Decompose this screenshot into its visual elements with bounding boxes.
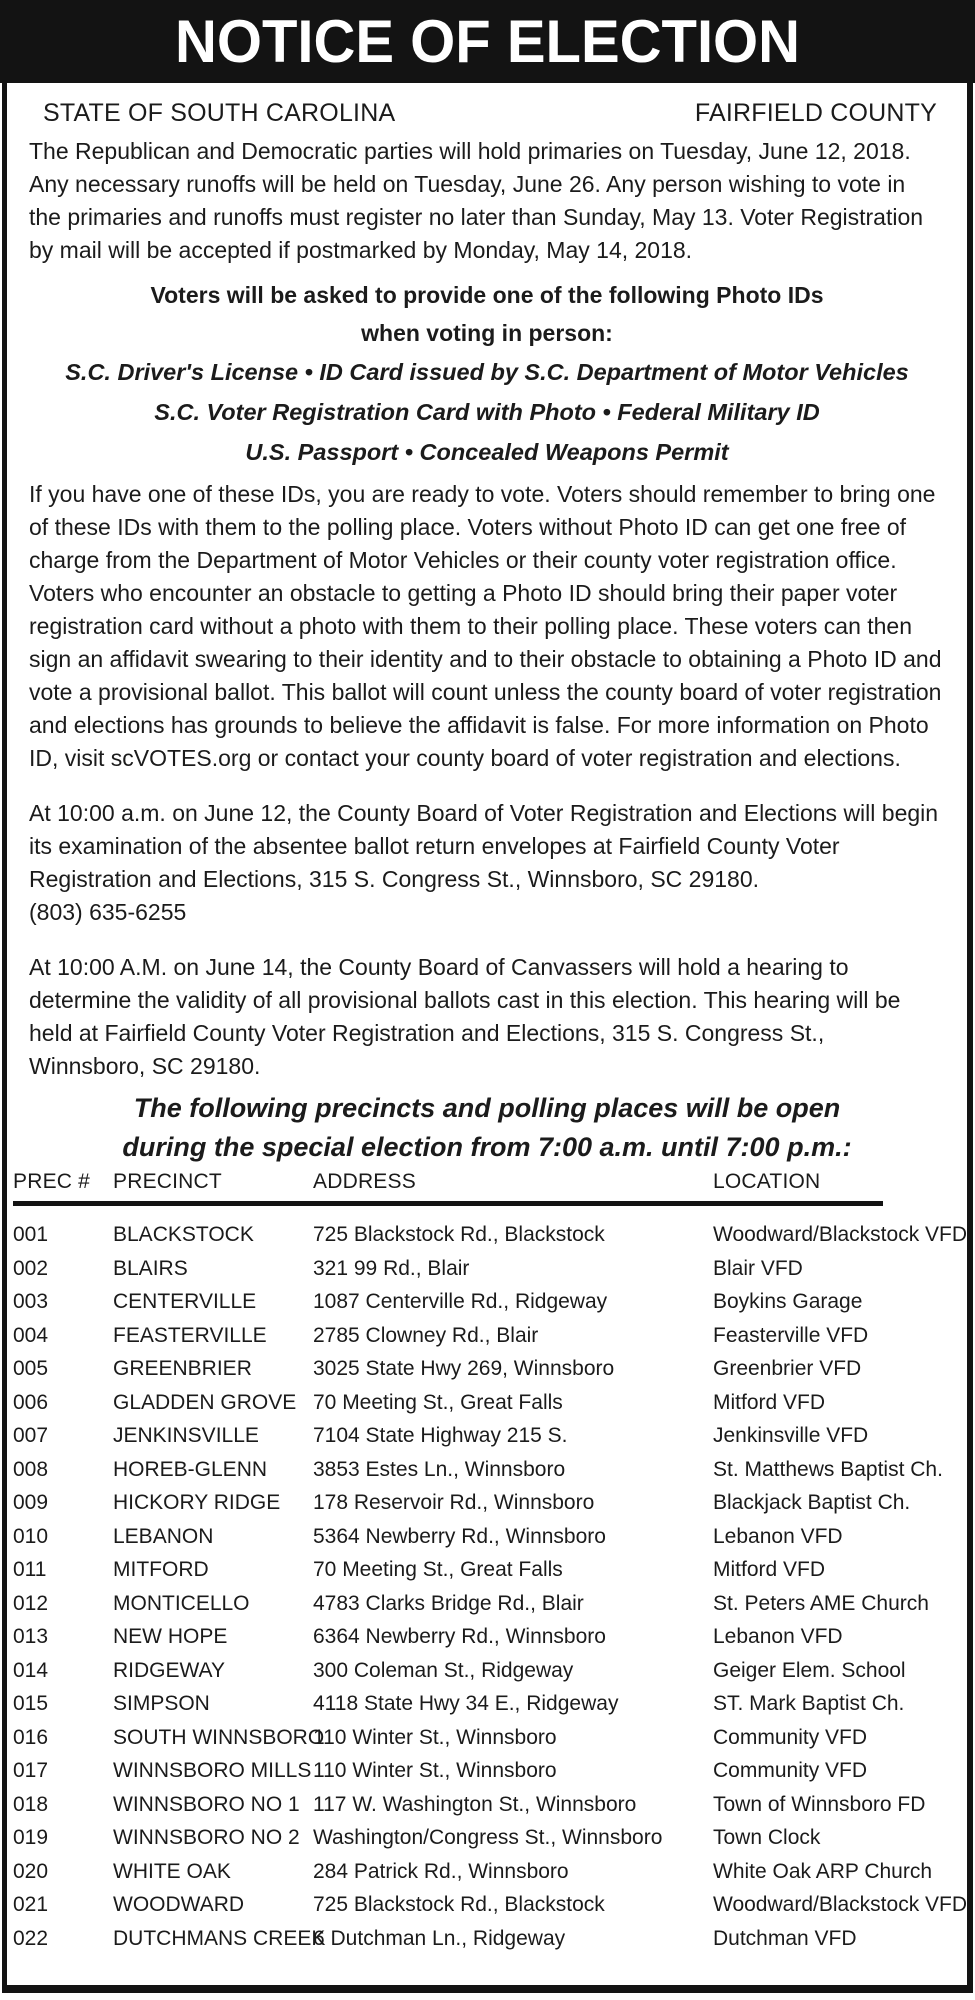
prec-number-cell: 022	[13, 1926, 49, 1950]
absentee-examination-paragraph: At 10:00 a.m. on June 12, the County Board of Voter Registration and Elections will begin its examination of the absentee ballot return envelopes at Fairfield County Voter Registration and Elections, 315 S. Congress St., Winnsboro, SC 29180.	[29, 800, 939, 892]
precinct-name-cell: CENTERVILLE	[113, 1290, 257, 1313]
precinct-table-row	[13, 1386, 967, 1420]
address-cell: 4783 Clarks Bridge Rd., Blair	[313, 1591, 584, 1615]
precinct-name-cell: BLACKSTOCK	[113, 1223, 254, 1246]
precinct-table-row	[13, 1252, 967, 1286]
address-cell: Washington/Congress St., Winnsboro	[313, 1826, 663, 1849]
location-cell: Woodward/Blackstock VFD	[713, 1223, 968, 1246]
precinct-name-cell: FEASTERVILLE	[113, 1323, 267, 1347]
prec-number-cell: 017	[13, 1759, 49, 1782]
location-cell: Lebanon VFD	[713, 1524, 843, 1548]
address-cell: 7104 State Highway 215 S.	[313, 1424, 568, 1447]
prec-number-cell: 005	[13, 1357, 49, 1380]
location-cell: White Oak ARP Church	[713, 1859, 933, 1883]
precinct-name-cell: JENKINSVILLE	[113, 1424, 259, 1447]
address-cell: 5364 Newberry Rd., Winnsboro	[313, 1524, 606, 1548]
address-cell: 1087 Centerville Rd., Ridgeway	[313, 1290, 608, 1313]
location-cell: Community VFD	[713, 1725, 868, 1749]
prec-number-cell: 003	[13, 1290, 49, 1313]
location-cell: Geiger Elem. School	[713, 1658, 906, 1682]
location-cell: Dutchman VFD	[713, 1926, 857, 1950]
precinct-table-row	[13, 1855, 967, 1889]
location-cell: Jenkinsville VFD	[713, 1424, 869, 1447]
precinct-table-header	[13, 1169, 883, 1206]
location-cell: Mitford VFD	[713, 1558, 826, 1581]
prec-number-cell: 002	[13, 1256, 49, 1280]
subheader-row	[43, 99, 937, 128]
precincts-heading-line1: The following precincts and polling places will be open	[133, 1093, 841, 1123]
address-cell: 2785 Clowney Rd., Blair	[313, 1323, 539, 1347]
precinct-name-cell: RIDGEWAY	[113, 1658, 226, 1682]
precinct-name-cell: WINNSBORO MILLS	[113, 1759, 312, 1782]
photo-id-list	[7, 352, 967, 472]
precinct-table	[13, 1169, 967, 1955]
column-header-prec-number: PREC #	[13, 1170, 91, 1193]
prec-number-cell: 009	[13, 1491, 49, 1514]
address-cell: 110 Winter St., Winnsboro	[313, 1725, 557, 1749]
precinct-name-cell: GLADDEN GROVE	[113, 1390, 297, 1414]
address-cell: 70 Meeting St., Great Falls	[313, 1558, 563, 1581]
address-cell: 725 Blackstock Rd., Blackstock	[313, 1893, 605, 1916]
prec-number-cell: 007	[13, 1424, 49, 1447]
photo-id-heading	[7, 276, 967, 352]
location-cell: Mitford VFD	[713, 1390, 826, 1414]
precinct-name-cell: WINNSBORO NO 2	[113, 1826, 300, 1849]
precinct-table-row	[13, 1319, 967, 1353]
photo-id-heading-line1: Voters will be asked to provide one of the following Photo IDs	[150, 282, 824, 308]
location-cell: St. Peters AME Church	[713, 1591, 929, 1615]
prec-number-cell: 014	[13, 1658, 49, 1682]
precinct-name-cell: SOUTH WINNSBORO	[113, 1725, 325, 1749]
precinct-name-cell: WINNSBORO NO 1	[113, 1792, 300, 1816]
location-cell: Lebanon VFD	[713, 1625, 843, 1648]
location-cell: ST. Mark Baptist Ch.	[713, 1692, 905, 1715]
precinct-table-row	[13, 1520, 967, 1554]
prec-number-cell: 016	[13, 1725, 49, 1749]
precinct-table-row	[13, 1821, 967, 1855]
prec-number-cell: 008	[13, 1457, 49, 1481]
address-cell: 70 Meeting St., Great Falls	[313, 1390, 563, 1414]
column-header-location: LOCATION	[713, 1170, 821, 1193]
location-cell: St. Matthews Baptist Ch.	[713, 1457, 943, 1481]
photo-id-line: S.C. Driver's License • ID Card issued by S.C. Department of Motor Vehicles	[65, 359, 909, 385]
precinct-name-cell: LEBANON	[113, 1524, 214, 1548]
address-cell: 110 Winter St., Winnsboro	[313, 1759, 557, 1782]
notice-banner	[0, 0, 975, 83]
precinct-name-cell: MONTICELLO	[113, 1591, 250, 1615]
address-cell: 3853 Estes Ln., Winnsboro	[313, 1457, 566, 1481]
column-header-address: ADDRESS	[313, 1170, 416, 1193]
location-cell: Blackjack Baptist Ch.	[713, 1491, 911, 1514]
prec-number-cell: 011	[13, 1558, 47, 1581]
address-cell: 117 W. Washington St., Winnsboro	[313, 1792, 637, 1816]
precinct-table-row	[13, 1486, 967, 1520]
prec-number-cell: 019	[13, 1826, 49, 1849]
county-label: FAIRFIELD COUNTY	[694, 99, 937, 127]
precinct-name-cell: BLAIRS	[113, 1256, 188, 1280]
prec-number-cell: 020	[13, 1859, 49, 1883]
location-cell: Town of Winnsboro FD	[713, 1792, 926, 1816]
location-cell: Town Clock	[713, 1826, 821, 1849]
precinct-name-cell: HICKORY RIDGE	[113, 1491, 281, 1514]
precinct-name-cell: DUTCHMANS CREEK	[113, 1926, 326, 1950]
state-label: STATE OF SOUTH CAROLINA	[43, 99, 396, 127]
location-cell: Blair VFD	[713, 1256, 803, 1280]
precinct-table-row	[13, 1419, 967, 1453]
precinct-table-body	[13, 1218, 967, 1955]
precinct-table-row	[13, 1352, 967, 1386]
address-cell: 725 Blackstock Rd., Blackstock	[313, 1223, 605, 1246]
column-header-precinct: PRECINCT	[113, 1170, 222, 1193]
primaries-paragraph: The Republican and Democratic parties will hold primaries on Tuesday, June 12, 2018. Any necessary runoffs will be held on Tuesday, June 26. Any person wishing to vote in the primaries and runoffs must register no later than Sunday, May 13. Voter Registration by mail will be accepted if postmarked by Monday, May 14, 2018.	[29, 138, 924, 263]
address-cell: 6 Dutchman Ln., Ridgeway	[313, 1926, 566, 1950]
precinct-name-cell: GREENBRIER	[113, 1357, 252, 1380]
notice-body-frame	[2, 83, 973, 1993]
address-cell: 284 Patrick Rd., Winnsboro	[313, 1859, 569, 1883]
prec-number-cell: 015	[13, 1692, 49, 1715]
precinct-table-row	[13, 1721, 967, 1755]
canvassers-hearing-paragraph: At 10:00 A.M. on June 14, the County Board of Canvassers will hold a hearing to determine the validity of all provisional ballots cast in this election. This hearing will be held at Fairfield County Voter Registration and Elections, 315 S. Congress St., Winnsboro, SC 29180.	[29, 954, 901, 1079]
precinct-table-row	[13, 1754, 967, 1788]
prec-number-cell: 004	[13, 1323, 49, 1347]
precincts-section-heading	[7, 1089, 967, 1167]
prec-number-cell: 013	[13, 1625, 49, 1648]
prec-number-cell: 010	[13, 1524, 49, 1548]
precinct-table-row	[13, 1788, 967, 1822]
precinct-name-cell: HOREB-GLENN	[113, 1457, 268, 1481]
precinct-table-row	[13, 1453, 967, 1487]
precinct-table-row	[13, 1888, 967, 1922]
precinct-table-row	[13, 1620, 967, 1654]
location-cell: Woodward/Blackstock VFD	[713, 1893, 968, 1916]
precinct-name-cell: MITFORD	[113, 1558, 209, 1581]
photo-id-heading-line2: when voting in person:	[361, 320, 613, 346]
notice-title: NOTICE OF ELECTION	[174, 7, 801, 76]
photo-id-line: S.C. Voter Registration Card with Photo • Federal Military ID	[154, 399, 820, 425]
location-cell: Community VFD	[713, 1759, 868, 1782]
precinct-table-row	[13, 1587, 967, 1621]
prec-number-cell: 018	[13, 1792, 49, 1816]
address-cell: 3025 State Hwy 269, Winnsboro	[313, 1357, 615, 1380]
precinct-table-row	[13, 1553, 967, 1587]
precinct-table-row	[13, 1654, 967, 1688]
precinct-name-cell: WHITE OAK	[113, 1859, 231, 1883]
photo-id-line: U.S. Passport • Concealed Weapons Permit	[245, 439, 729, 465]
precinct-table-row	[13, 1922, 967, 1956]
precinct-table-row	[13, 1285, 967, 1319]
location-cell: Greenbrier VFD	[713, 1357, 862, 1380]
address-cell: 178 Reservoir Rd., Winnsboro	[313, 1491, 595, 1514]
location-cell: Feasterville VFD	[713, 1323, 869, 1347]
prec-number-cell: 001	[13, 1223, 49, 1246]
address-cell: 4118 State Hwy 34 E., Ridgeway	[313, 1692, 619, 1715]
photo-id-info-paragraph: If you have one of these IDs, you are ready to vote. Voters should remember to bring one of these IDs with them to the polling place. Voters without Photo ID can get one free of charge from the Department of Motor Vehicles or their county voter registration office. Voters who encounter an obstacle to getting a Photo ID should bring their paper voter registration card without a photo with them to their polling place. These voters can then sign an affidavit swearing to their identity and to their obstacle to obtaining a Photo ID and vote a provisional ballot. This ballot will count unless the county board of voter registration and elections has grounds to believe the affidavit is false. For more information on Photo ID, visit scVOTES.org or contact your county board of voter registration and elections.	[29, 481, 942, 771]
precinct-table-row	[13, 1687, 967, 1721]
precinct-name-cell: WOODWARD	[113, 1893, 245, 1916]
precincts-heading-line2: during the special election from 7:00 a.m. until 7:00 p.m.:	[122, 1132, 852, 1162]
prec-number-cell: 021	[13, 1893, 49, 1916]
precinct-name-cell: SIMPSON	[113, 1692, 210, 1715]
prec-number-cell: 006	[13, 1390, 49, 1414]
precinct-name-cell: NEW HOPE	[113, 1625, 228, 1648]
address-cell: 6364 Newberry Rd., Winnsboro	[313, 1625, 606, 1648]
precinct-table-row	[13, 1218, 967, 1252]
prec-number-cell: 012	[13, 1591, 49, 1615]
location-cell: Boykins Garage	[713, 1290, 863, 1313]
address-cell: 300 Coleman St., Ridgeway	[313, 1658, 574, 1682]
absentee-phone-number: (803) 635-6255	[29, 899, 187, 925]
address-cell: 321 99 Rd., Blair	[313, 1256, 470, 1280]
